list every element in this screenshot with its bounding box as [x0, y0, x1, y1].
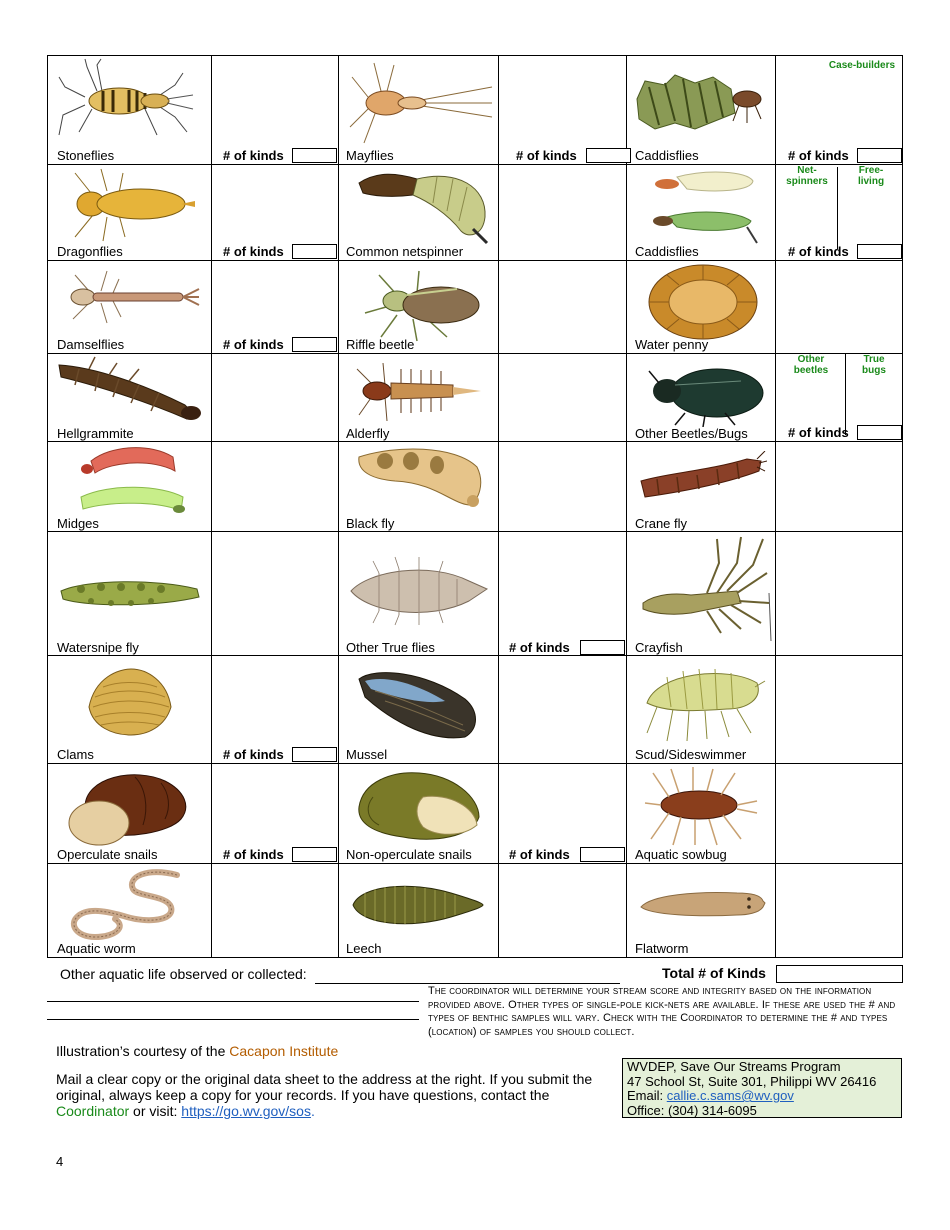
crayfish-illustration: [637, 533, 772, 641]
black-fly-illustration: [355, 443, 490, 515]
cell-label: Mayflies: [346, 148, 394, 163]
clam-illustration: [85, 667, 175, 737]
net-spinners-header: Net- spinners: [786, 165, 828, 187]
illustration-credit: Illustration’s courtesy of the Cacapon Institute: [56, 1043, 339, 1059]
cacapon-institute-text: Cacapon Institute: [229, 1043, 339, 1059]
cell-label: Caddisflies: [635, 148, 699, 163]
kinds-input[interactable]: [586, 148, 631, 163]
alderfly-illustration: [353, 355, 488, 427]
flatworm-illustration: [637, 883, 767, 923]
cell-label: Mussel: [346, 747, 388, 762]
cell-label: Leech: [346, 941, 382, 956]
kinds-input[interactable]: [857, 148, 902, 163]
kinds-label: # of kinds: [223, 244, 284, 259]
cell-label: Scud/Sideswimmer: [635, 747, 747, 762]
office-phone: Office: (304) 314-6095: [627, 1102, 757, 1118]
kinds-input[interactable]: [292, 244, 337, 259]
cell-label: Aquatic worm: [57, 941, 136, 956]
kinds-label: # of kinds: [223, 847, 284, 862]
damselfly-illustration: [61, 267, 201, 327]
cell-label: Other True flies: [346, 640, 435, 655]
non-operculate-snail-illustration: [353, 767, 483, 849]
beetle-illustration: [645, 357, 767, 427]
kinds-label: # of kinds: [223, 148, 284, 163]
cell-label: Caddisflies: [635, 244, 699, 259]
riffle-beetle-illustration: [357, 265, 487, 343]
address-line-1: WVDEP, Save Our Streams Program: [627, 1059, 841, 1074]
cell-label: Hellgrammite: [57, 426, 134, 441]
kinds-label: # of kinds: [516, 148, 577, 163]
true-bugs-header: True bugs: [862, 354, 886, 376]
other-life-input[interactable]: [315, 983, 620, 984]
kinds-input[interactable]: [292, 337, 337, 352]
email-link[interactable]: callie.c.sams@wv.gov: [666, 1088, 794, 1103]
cell-label: Non-operculate snails: [346, 847, 472, 862]
macroinvertebrate-table: [47, 55, 903, 958]
dragonfly-illustration: [61, 167, 201, 242]
coordinator-note: The coordinator will determine your stream score and integrity based on the information provided above. Other types of single-pole kick-nets are available. If these are used the # and types of benthic samples will vary. Check with the Coordinator to determine the # and types (location) of samples you should collect.: [428, 985, 896, 1038]
kinds-label: # of kinds: [223, 747, 284, 762]
email-line: Email: callie.c.sams@wv.gov: [627, 1088, 794, 1103]
cell-label: Watersnipe fly: [57, 640, 139, 655]
cell-label: Dragonflies: [57, 244, 123, 259]
caddisfly-case-illustration: [635, 69, 770, 139]
scud-illustration: [637, 663, 767, 743]
common-netspinner-illustration: [357, 167, 497, 245]
crane-fly-illustration: [637, 451, 767, 507]
cell-label: Midges: [57, 516, 99, 531]
kinds-input[interactable]: [580, 847, 625, 862]
midges-illustration: [71, 441, 191, 517]
cell-label: Alderfly: [346, 426, 390, 441]
kinds-label: # of kinds: [788, 244, 849, 259]
cell-label: Other Beetles/Bugs: [635, 426, 748, 441]
cell-label: Black fly: [346, 516, 395, 531]
cell-label: Crane fly: [635, 516, 688, 531]
cell-label: Aquatic sowbug: [635, 847, 727, 862]
cell-label: Riffle beetle: [346, 337, 415, 352]
kinds-label: # of kinds: [509, 847, 570, 862]
kinds-input[interactable]: [292, 747, 337, 762]
water-penny-illustration: [647, 263, 759, 341]
kinds-label: # of kinds: [788, 425, 849, 440]
kinds-input[interactable]: [857, 244, 902, 259]
total-kinds-label: Total # of Kinds: [662, 965, 766, 981]
kinds-label: # of kinds: [223, 337, 284, 352]
address-box: [622, 1058, 902, 1118]
mail-instructions: Mail a clear copy or the original data sheet to the address at the right. If you submit the original, always keep a copy for your records. If you have questions, contact the Coordinator or visit: https://go.wv.gov/sos.: [56, 1071, 593, 1119]
kinds-input[interactable]: [580, 640, 625, 655]
other-true-flies-illustration: [349, 555, 489, 627]
aquatic-worm-illustration: [67, 867, 192, 945]
caddisfly-larvae-illustration: [647, 167, 762, 247]
cell-label: Operculate snails: [57, 847, 158, 862]
cell-label: Damselflies: [57, 337, 125, 352]
leech-illustration: [351, 879, 486, 929]
cell-label: Crayfish: [635, 640, 683, 655]
other-life-line-2[interactable]: [47, 1001, 419, 1002]
kinds-input[interactable]: [292, 847, 337, 862]
coordinator-text: Coordinator: [56, 1103, 130, 1119]
cell-label: Clams: [57, 747, 94, 762]
address-line-2: 47 School St, Suite 301, Philippi WV 26416: [627, 1073, 877, 1089]
free-living-header: Free- living: [857, 165, 885, 187]
operculate-snail-illustration: [65, 767, 191, 849]
cell-label: Common netspinner: [346, 244, 464, 259]
kinds-label: # of kinds: [788, 148, 849, 163]
cell-label: Stoneflies: [57, 148, 115, 163]
other-beetles-header: Other beetles: [793, 354, 829, 376]
stonefly-illustration: [57, 57, 197, 142]
case-builders-header: Case-builders: [828, 60, 896, 71]
cell-label: Water penny: [635, 337, 709, 352]
cell-label: Flatworm: [635, 941, 689, 956]
hellgrammite-illustration: [55, 355, 205, 427]
page-number: 4: [56, 1154, 64, 1169]
kinds-label: # of kinds: [509, 640, 570, 655]
mussel-illustration: [355, 665, 483, 743]
other-life-line-3[interactable]: [47, 1019, 419, 1020]
sos-website-link[interactable]: https://go.wv.gov/sos: [181, 1103, 311, 1119]
watersnipe-fly-illustration: [57, 567, 203, 617]
total-kinds-input[interactable]: [776, 965, 903, 983]
other-life-label: Other aquatic life observed or collected:: [60, 966, 307, 982]
kinds-input[interactable]: [292, 148, 337, 163]
kinds-input[interactable]: [857, 425, 902, 440]
mayfly-illustration: [346, 57, 494, 147]
aquatic-sowbug-illustration: [643, 765, 758, 847]
